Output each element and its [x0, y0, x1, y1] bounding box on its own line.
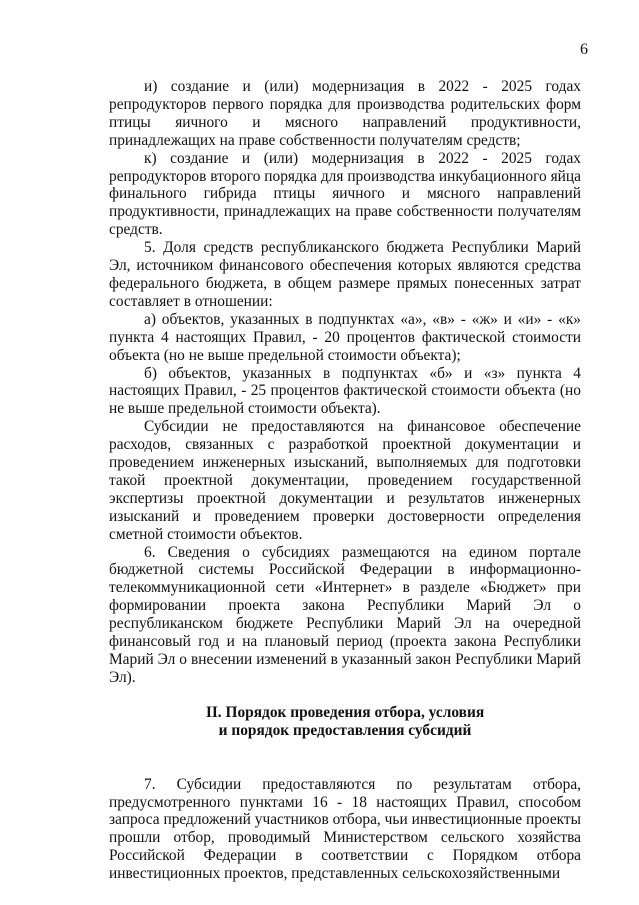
paragraph-5b: б) объектов, указанных в подпунктах «б» и «з» пункта 4 настоящих Правил, - 25 процентов фактической стоимости объекта (но не выше предельной стоимости объекта).	[109, 364, 581, 418]
page-number: 6	[580, 41, 588, 58]
paragraph-k: к) создание и (или) модернизация в 2022 - 2025 годах репродукторов второго порядка для производства инкубационного яйца финального гибрида птицы яичного и мясного направлений продуктивности, принадлежащих на праве собственности получателям средств.	[109, 149, 581, 239]
section-heading-line-2: и порядок предоставления субсидий	[218, 721, 472, 739]
paragraph-i: и) создание и (или) модернизация в 2022 - 2025 годах репродукторов первого порядка для производства родительских форм птицы яичного и мясного направлений продуктивности, принадлежащих на праве собственности получателям средств;	[109, 78, 581, 149]
document-body	[109, 78, 581, 883]
paragraph-5a: а) объектов, указанных в подпунктах «а», «в» - «ж» и «и» - «к» пункта 4 настоящих Правил, - 20 процентов фактической стоимости объекта (но не выше предельной стоимости объекта);	[109, 310, 581, 364]
paragraph-7: 7. Субсидии предоставляются по результатам отбора, предусмотренного пунктами 16 - 18 настоящих Правил, способом запроса предложений участников отбора, чьи инвестиционные проекты прошли отбор, проводимый Министерством сельского хозяйства Российской Федерации в соответствии с Порядком отбора инвестиционных проектов, представленных сельскохозяйственными	[109, 775, 581, 883]
section-heading-line-1: II. Порядок проведения отбора, условия	[205, 703, 485, 721]
paragraph-5: 5. Доля средств республиканского бюджета Республики Марий Эл, источником финансового обеспечения которых являются средства федерального бюджета, в общем размере прямых понесенных затрат составляет в отношении:	[109, 239, 581, 310]
paragraph-subsidies-exclusion: Субсидии не предоставляются на финансовое обеспечение расходов, связанных с разработкой проектной документации и проведением инженерных изысканий, выполняемых для подготовки такой проектной документации, проведением государственной экспертизы проектной документации и результатов инженерных изысканий и проведением проверки достоверности определения сметной стоимости объектов.	[109, 418, 581, 543]
paragraph-6: 6. Сведения о субсидиях размещаются на едином портале бюджетной системы Российской Федерации в информационно-телекоммуникационной сети «Интернет» в разделе «Бюджет» при формировании проекта закона Республики Марий Эл о республиканском бюджете Республики Марий Эл на очередной финансовый год и на плановый период (проекта закона Республики Марий Эл о внесении изменений в указанный закон Республики Марий Эл).	[109, 543, 581, 686]
